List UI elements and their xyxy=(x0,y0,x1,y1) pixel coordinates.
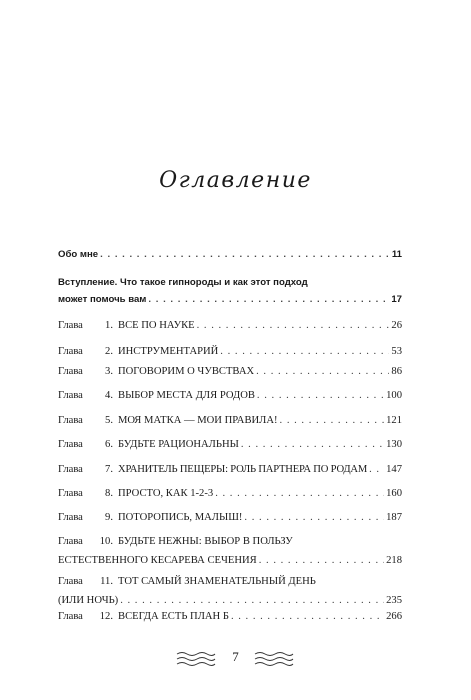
toc-chapter-7[interactable] xyxy=(58,463,402,476)
chapter-label: Глава xyxy=(58,536,83,547)
toc-chapter-11[interactable] xyxy=(58,575,402,607)
entry-text-line1: Вступление. Что такое гипнороды и как этот подход xyxy=(58,277,308,288)
chapter-page: 160 xyxy=(386,488,402,499)
chapter-label: Глава xyxy=(58,576,83,587)
chapter-title: МОЯ МАТКА — МОИ ПРАВИЛА! xyxy=(118,415,278,426)
toc-chapter-9[interactable] xyxy=(58,511,402,524)
toc-chapter-10[interactable] xyxy=(58,535,402,567)
chapter-title-line2: ЕСТЕСТВЕННОГО КЕСАРЕВА СЕЧЕНИЯ xyxy=(58,555,257,566)
chapter-title: ХРАНИТЕЛЬ ПЕЩЕРЫ: РОЛЬ ПАРТНЕРА ПО РОДАМ xyxy=(118,464,368,475)
leader-dots xyxy=(215,487,384,500)
chapter-page: 130 xyxy=(386,439,402,450)
chapter-label: Глава xyxy=(58,390,83,401)
chapter-title: ИНСТРУМЕНТАРИЙ xyxy=(118,346,219,357)
toc-entry-intro[interactable] xyxy=(58,276,402,306)
chapter-page: 266 xyxy=(386,611,402,622)
chapter-number: 11. xyxy=(100,576,113,587)
entry-text-line2: может помочь вам xyxy=(58,294,147,305)
leader-dots xyxy=(244,511,384,524)
chapter-number: 3. xyxy=(105,366,113,377)
entry-page: 17 xyxy=(391,294,402,305)
leader-dots xyxy=(220,345,389,358)
chapter-number: 2. xyxy=(105,346,113,357)
chapter-page: 86 xyxy=(391,366,402,377)
toc-entry-about[interactable] xyxy=(58,248,402,261)
chapter-page: 121 xyxy=(386,415,402,426)
chapter-page: 187 xyxy=(386,512,402,523)
chapter-number: 6. xyxy=(105,439,113,450)
chapter-label: Глава xyxy=(58,320,83,331)
chapter-label: Глава xyxy=(58,346,83,357)
leader-dots xyxy=(148,293,389,306)
chapter-number: 12. xyxy=(99,611,113,622)
page-footer xyxy=(0,645,471,673)
toc-chapter-6[interactable] xyxy=(58,438,402,451)
chapter-title: БУДЬТЕ РАЦИОНАЛЬНЫ xyxy=(118,439,239,450)
chapter-number: 5. xyxy=(105,415,113,426)
chapter-label: Глава xyxy=(58,464,83,475)
chapter-title: ПОТОРОПИСЬ, МАЛЫШ! xyxy=(118,512,243,523)
leader-dots xyxy=(231,610,384,623)
chapter-label: Глава xyxy=(58,439,83,450)
toc-chapter-2[interactable] xyxy=(58,345,402,358)
chapter-label: Глава xyxy=(58,611,83,622)
page-number: 7 xyxy=(232,649,239,664)
wave-ornament-icon xyxy=(254,650,294,673)
chapter-title: ВСЕ ПО НАУКЕ xyxy=(118,320,195,331)
chapter-title-line1: ТОТ САМЫЙ ЗНАМЕНАТЕЛЬНЫЙ ДЕНЬ xyxy=(118,576,316,587)
chapter-title: ПОГОВОРИМ О ЧУВСТВАХ xyxy=(118,366,255,377)
leader-dots xyxy=(120,594,384,607)
toc-chapter-1[interactable] xyxy=(58,319,402,332)
toc-chapter-3[interactable] xyxy=(58,365,402,378)
leader-dots xyxy=(241,438,384,451)
chapter-page: 100 xyxy=(386,390,402,401)
leader-dots xyxy=(259,554,384,567)
chapter-number: 8. xyxy=(105,488,113,499)
leader-dots xyxy=(256,365,389,378)
chapter-title: ВЫБОР МЕСТА ДЛЯ РОДОВ xyxy=(118,390,255,401)
chapter-page: 147 xyxy=(386,464,402,475)
chapter-label: Глава xyxy=(58,488,83,499)
chapter-page: 26 xyxy=(391,320,402,331)
chapter-label: Глава xyxy=(58,512,83,523)
leader-dots xyxy=(257,389,384,402)
chapter-label: Глава xyxy=(58,415,83,426)
toc-chapter-12[interactable] xyxy=(58,610,402,623)
leader-dots xyxy=(369,463,384,476)
chapter-number: 9. xyxy=(105,512,113,523)
chapter-number: 10. xyxy=(99,536,113,547)
toc-chapter-5[interactable] xyxy=(58,414,402,427)
chapter-title-line2: (ИЛИ НОЧЬ) xyxy=(58,595,119,606)
entry-page: 11 xyxy=(391,249,402,260)
chapter-page: 235 xyxy=(386,595,402,606)
chapter-title-line1: БУДЬТЕ НЕЖНЫ: ВЫБОР В ПОЛЬЗУ xyxy=(118,536,293,547)
toc-chapter-4[interactable] xyxy=(58,389,402,402)
leader-dots xyxy=(100,248,390,261)
chapter-page: 53 xyxy=(391,346,402,357)
chapter-title: ВСЕГДА ЕСТЬ ПЛАН Б xyxy=(118,611,229,622)
chapter-title: ПРОСТО, КАК 1-2-3 xyxy=(118,488,214,499)
leader-dots xyxy=(197,319,390,332)
chapter-number: 1. xyxy=(105,320,113,331)
entry-text: Обо мне xyxy=(58,249,99,260)
chapter-number: 7. xyxy=(105,464,113,475)
chapter-page: 218 xyxy=(386,555,402,566)
toc-chapter-8[interactable] xyxy=(58,487,402,500)
chapter-label: Глава xyxy=(58,366,83,377)
leader-dots xyxy=(280,414,385,427)
chapter-number: 4. xyxy=(105,390,113,401)
wave-ornament-icon xyxy=(176,650,216,673)
toc-title: Оглавление xyxy=(159,168,312,193)
